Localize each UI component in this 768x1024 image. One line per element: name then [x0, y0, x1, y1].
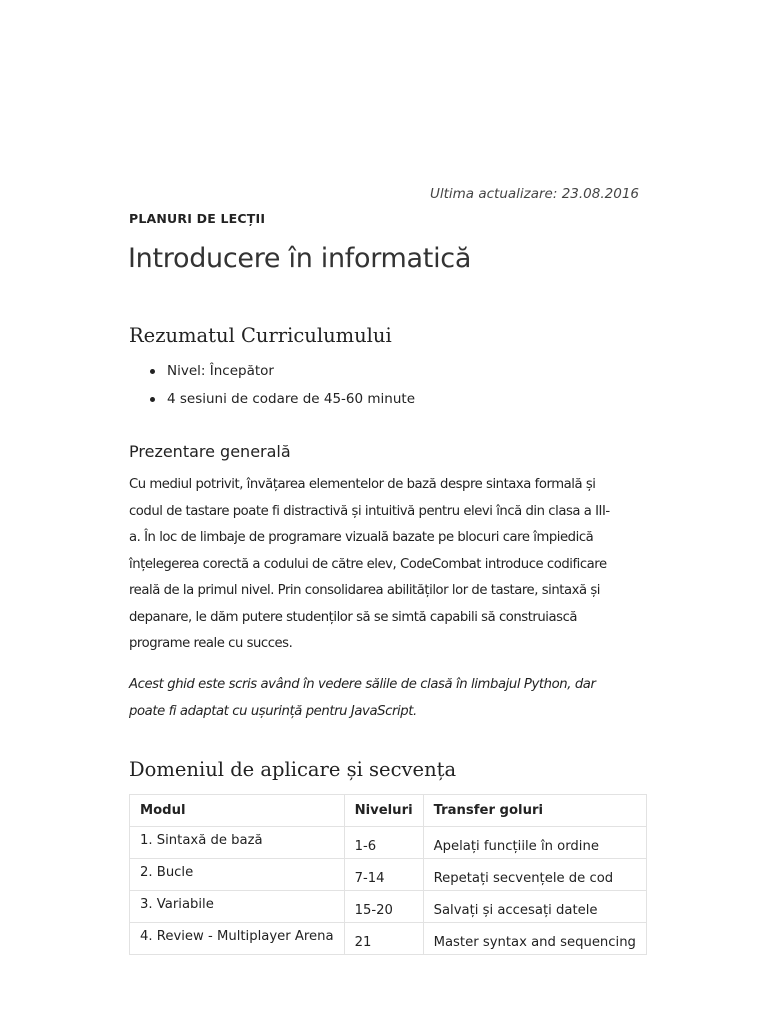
table-row [130, 859, 647, 891]
overview-paragraph [129, 472, 634, 658]
levels-cell: 21 [344, 923, 423, 955]
scope-table [129, 794, 647, 955]
table-row [130, 827, 647, 859]
curriculum-summary-list [129, 358, 415, 413]
list-item-text: Nivel: Începător [167, 363, 274, 379]
table-row [130, 923, 647, 955]
transfer-goal-cell: Salvați și accesați datele [423, 891, 646, 923]
paragraph-line: înțelegerea corectă a codului de către elev, CodeCombat introduce codificare [129, 556, 607, 572]
paragraph-line: Cu mediul potrivit, învățarea elementelor de bază despre sintaxa formală și [129, 477, 596, 492]
table-row [130, 891, 647, 923]
column-header-levels: Niveluri [344, 795, 423, 827]
page-title: Introducere în informatică [128, 243, 472, 274]
note-line: Acest ghid este scris având în vedere sălile de clasă în limbajul Python, dar [129, 677, 596, 692]
language-note [129, 672, 634, 725]
column-header-transfer-goals: Transfer goluri [423, 795, 646, 827]
bullet-icon [150, 397, 155, 402]
list-item-text: 4 sesiuni de codare de 45-60 minute [167, 390, 415, 407]
module-cell: 3. Variabile [130, 891, 345, 923]
transfer-goal-cell: Apelați funcțiile în ordine [423, 827, 646, 859]
transfer-goal-cell: Repetați secvențele de cod [423, 859, 646, 891]
module-cell: 2. Bucle [130, 859, 345, 891]
bullet-icon [150, 369, 155, 374]
levels-cell: 1-6 [344, 827, 423, 859]
paragraph-line: reală de la primul nivel. Prin consolidarea abilităților lor de tastare, sintaxă și [129, 583, 600, 598]
paragraph-line: codul de tastare poate fi distractivă și intuitivă pentru elevi încă din clasa a III- [129, 503, 610, 519]
paragraph-line: programe reale cu succes. [129, 636, 293, 651]
table-header-row [130, 795, 647, 827]
last-updated-date: Ultima actualizare: 23.08.2016 [429, 186, 639, 202]
curriculum-summary-heading: Rezumatul Curriculumului [129, 324, 392, 347]
section-label: PLANURI DE LECȚII [129, 211, 266, 226]
column-header-module: Modul [130, 795, 345, 827]
module-cell: 1. Sintaxă de bază [130, 827, 345, 859]
overview-heading: Prezentare generală [129, 442, 291, 461]
transfer-goal-cell: Master syntax and sequencing [423, 923, 646, 955]
paragraph-line: a. În loc de limbaje de programare vizuală bazate pe blocuri care împiedică [129, 530, 594, 545]
list-item [129, 386, 415, 414]
module-cell: 4. Review - Multiplayer Arena [130, 923, 345, 955]
scope-sequence-heading: Domeniul de aplicare și secvența [129, 758, 457, 781]
levels-cell: 15-20 [344, 891, 423, 923]
list-item [129, 358, 415, 386]
levels-cell: 7-14 [344, 859, 423, 891]
paragraph-line: depanare, le dăm putere studenților să se simtă capabili să construiască [129, 609, 578, 625]
note-line: poate fi adaptat cu ușurință pentru JavaScript. [129, 703, 417, 719]
